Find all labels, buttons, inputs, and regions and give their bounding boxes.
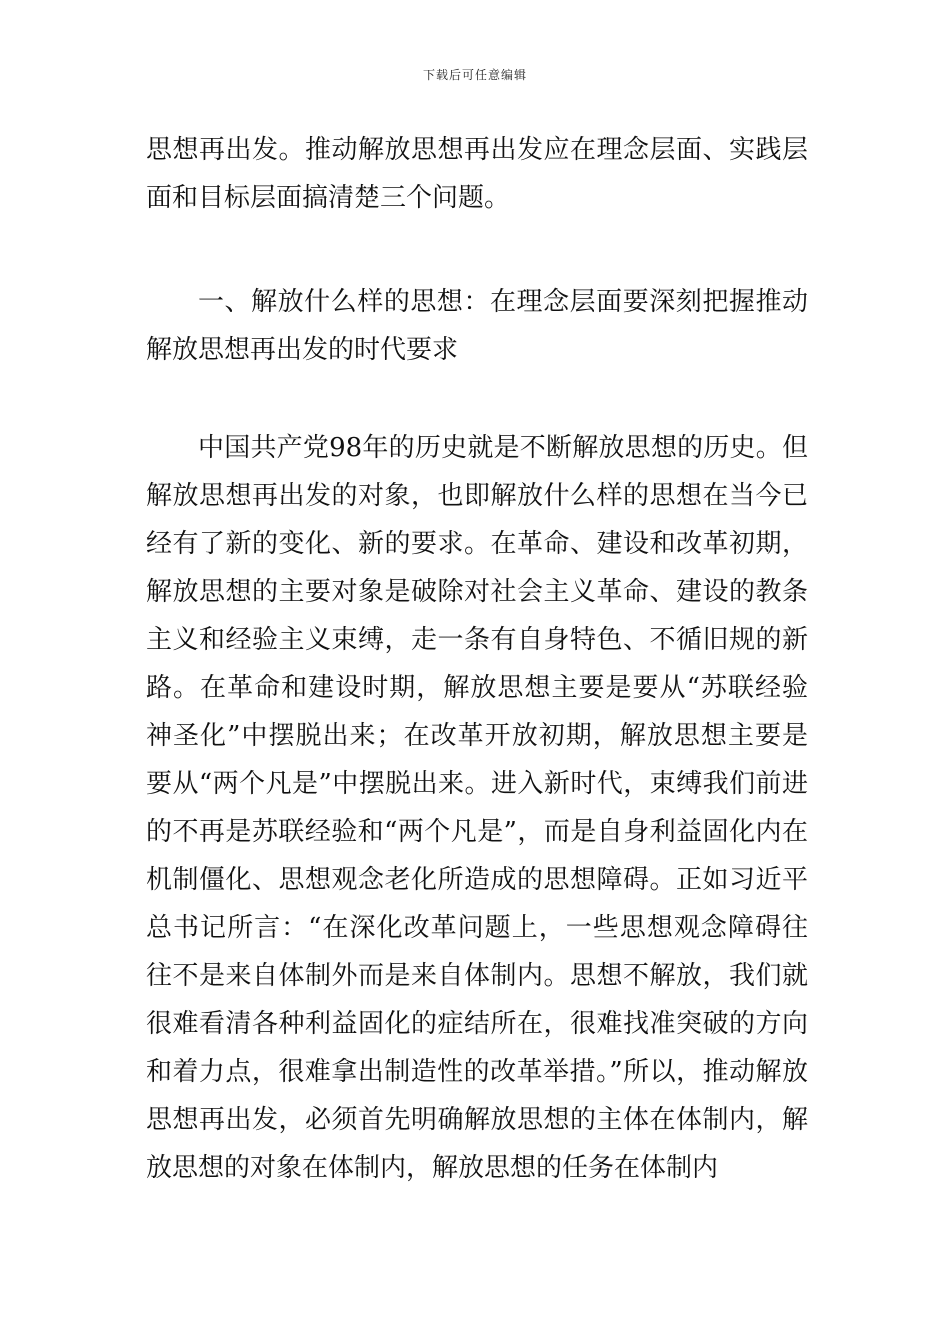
section-heading-text: 一、解放什么样的思想：在理念层面要深刻把握推动解放思想再出发的时代要求 [146, 287, 808, 365]
paragraph-text: 中国共产党98年的历史就是不断解放思想的历史。但解放思想再出发的对象，也即解放什么样的思想在当今已经有了新的变化、新的要求。在革命、建设和改革初期，解放思想的主要对象是破除对社会主义革命、建设的教条主义和经验主义束缚，走一条有自身特色、不循旧规的新路。在革命和建设时期，解放思想主要是要从“苏联经验神圣化”中摆脱出来；在改革开放初期，解放思想主要是要从“两个凡是”中摆脱出来。进入新时代，束缚我们前进的不再是苏联经验和“两个凡是”，而是自身利益固化内在机制僵化、思想观念老化所造成的思想障碍。正如习近平总书记所言：“在深化改革问题上，一些思想观念障碍往往不是来自体制外而是来自体制内。思想不解放，我们就很难看清各种利益固化的症结所在，很难找准突破的方向和着力点，很难拿出制造性的改革举措。”所以，推动解放思想再出发，必须首先明确解放思想的主体在体制内，解放思想的对象在体制内，解放思想的任务在体制内 [146, 433, 808, 1183]
paragraph-text: 思想再出发。推动解放思想再出发应在理念层面、实践层面和目标层面搞清楚三个问题。 [146, 135, 808, 213]
section-heading [146, 278, 808, 374]
paragraph-body [146, 424, 808, 1192]
page-header: 下载后可任意编辑 [422, 68, 527, 82]
paragraph-continuation [146, 126, 808, 222]
